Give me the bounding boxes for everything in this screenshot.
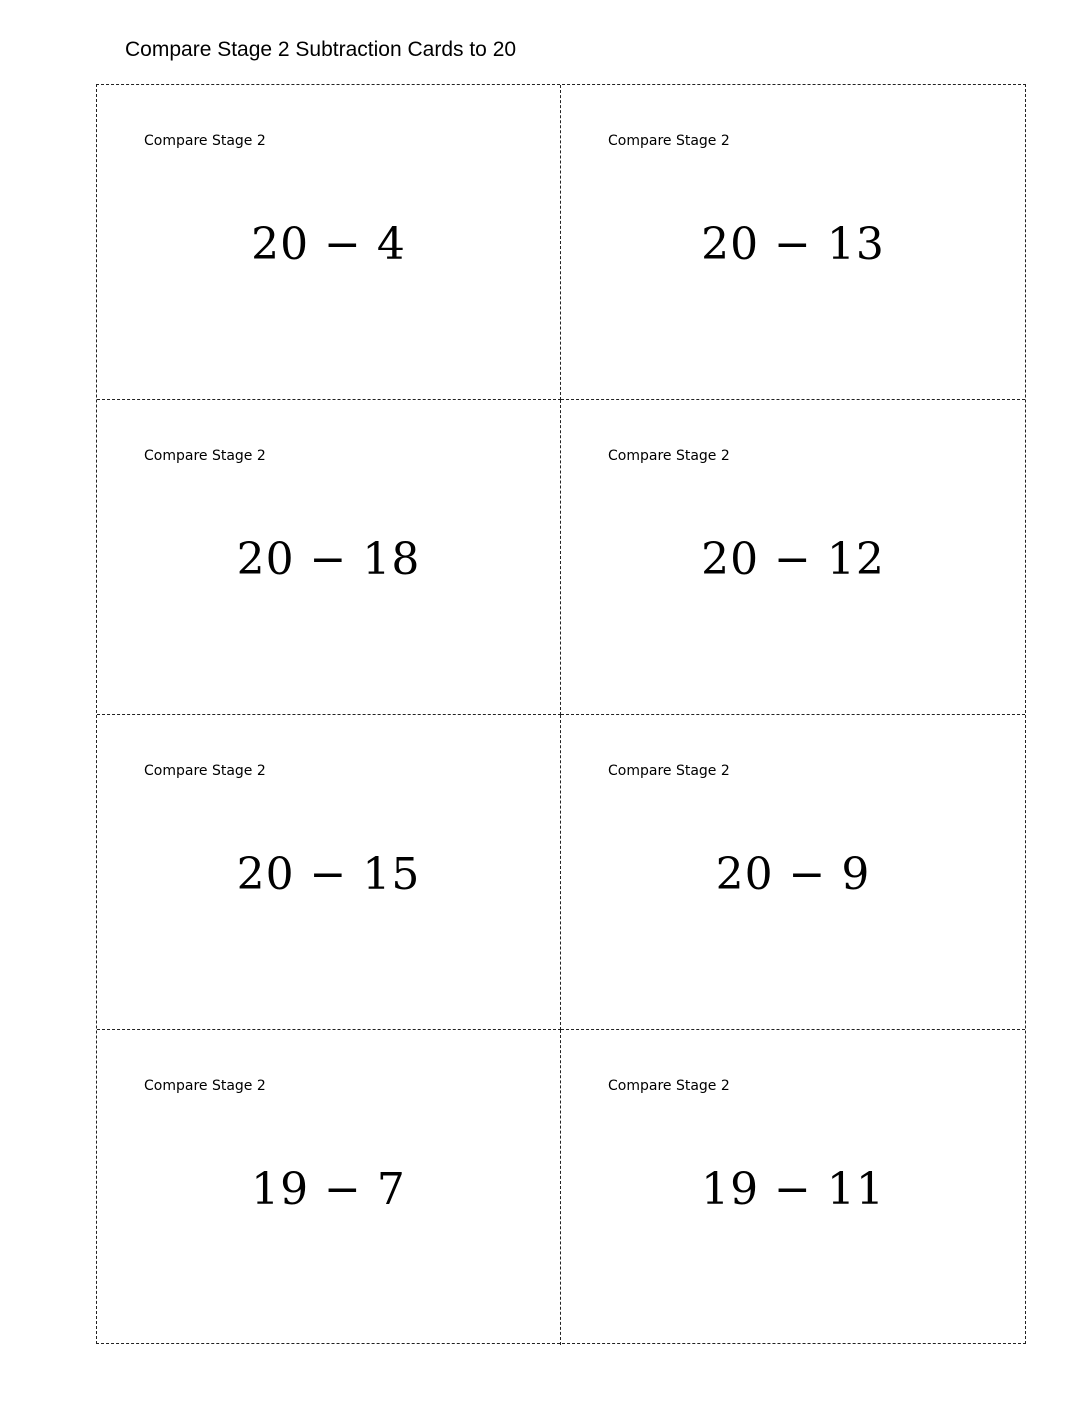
card bbox=[97, 400, 561, 715]
card bbox=[561, 85, 1025, 400]
card-label: Compare Stage 2 bbox=[144, 763, 266, 779]
card-expression: 19 − 11 bbox=[701, 1164, 885, 1215]
card-expression: 20 − 9 bbox=[715, 849, 871, 900]
card-expression: 20 − 4 bbox=[251, 219, 406, 270]
card-label: Compare Stage 2 bbox=[144, 448, 266, 464]
card bbox=[561, 1030, 1025, 1345]
card bbox=[97, 715, 561, 1030]
card-label: Compare Stage 2 bbox=[608, 448, 730, 464]
card-expression: 20 − 15 bbox=[236, 849, 421, 900]
card-label: Compare Stage 2 bbox=[608, 133, 730, 149]
card bbox=[97, 1030, 561, 1345]
card-label: Compare Stage 2 bbox=[608, 1078, 730, 1094]
card-label: Compare Stage 2 bbox=[144, 1078, 266, 1094]
card-expression: 20 − 12 bbox=[701, 534, 885, 585]
card bbox=[561, 715, 1025, 1030]
card-expression: 20 − 18 bbox=[236, 534, 421, 585]
card bbox=[561, 400, 1025, 715]
card-expression: 19 − 7 bbox=[251, 1164, 406, 1215]
card-grid bbox=[96, 84, 1026, 1344]
card-label: Compare Stage 2 bbox=[144, 133, 266, 149]
card-label: Compare Stage 2 bbox=[608, 763, 730, 779]
card-expression: 20 − 13 bbox=[701, 219, 885, 270]
page-title: Compare Stage 2 Subtraction Cards to 20 bbox=[125, 38, 517, 61]
card bbox=[97, 85, 561, 400]
